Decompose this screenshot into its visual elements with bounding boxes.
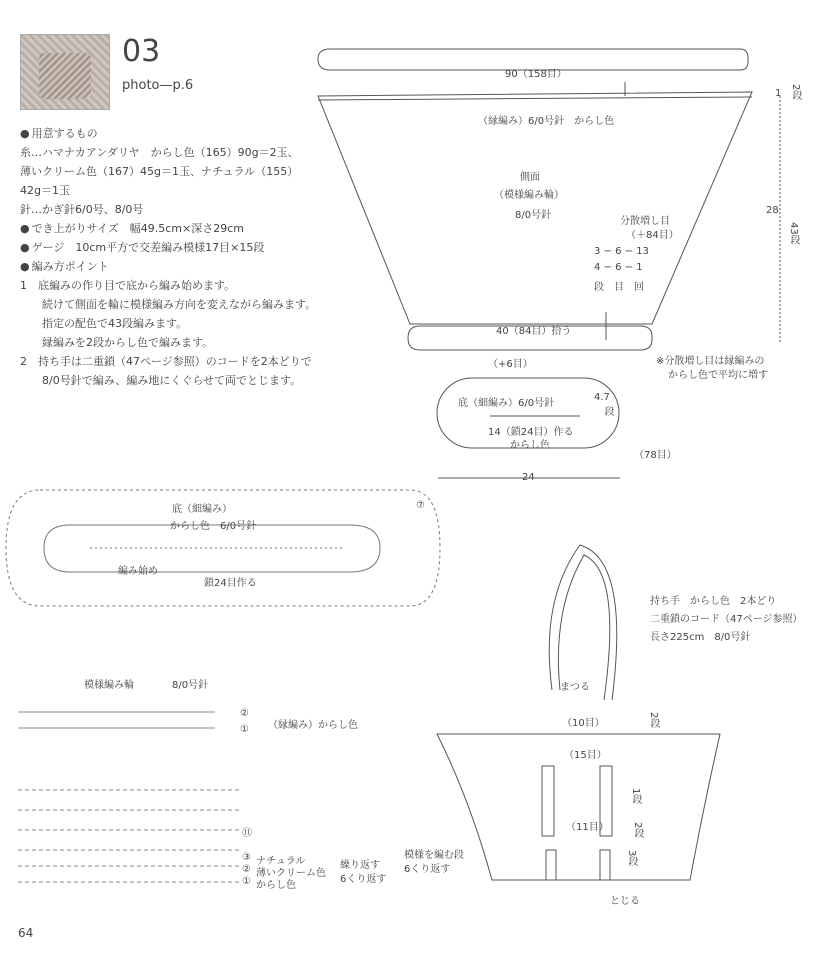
yarn-line-1: 糸…ハマナカアンダリヤ からし色（165）90g＝2玉、 bbox=[20, 146, 299, 159]
point-2a: 2 持ち手は二重鎖（47ページ参照）のコードを2本どりで bbox=[20, 355, 312, 368]
base-color-label: からし色 bbox=[510, 440, 550, 451]
gauge-line: ● ゲージ 10cm平方で交差編み模様17目×15段 bbox=[20, 238, 360, 257]
base-chart-sub: からし色 6/0号針 bbox=[170, 521, 257, 532]
point-1c: 指定の配色で43段編みます。 bbox=[42, 317, 188, 330]
pattern-stitch-chart bbox=[18, 712, 240, 882]
base-chart-start: 編み始め bbox=[118, 566, 158, 577]
size-line: ● でき上がりサイズ 幅49.5cm×深さ29cm bbox=[20, 219, 360, 238]
handle-label-3: 長さ225cm 8/0号針 bbox=[650, 632, 751, 643]
pattern-repeat-note-2: 6くり返す bbox=[404, 864, 451, 875]
base-rows-unit: 段 bbox=[602, 406, 613, 416]
yarn-line-3: 42g＝1玉 bbox=[20, 184, 70, 197]
body-subtitle: （模様編み輪） bbox=[494, 190, 564, 201]
edge-stitch-label: （縁編み）6/0号針 からし色 bbox=[478, 116, 615, 127]
increase-row-1: 3 − 6 − 13 bbox=[594, 246, 649, 257]
point-1b: 続けて側面を輪に模様編み方向を変えながら編みます。 bbox=[42, 298, 317, 311]
needle-line: 針…かぎ針6/0号、8/0号 bbox=[20, 203, 144, 216]
pattern-round-2: ② bbox=[240, 708, 249, 719]
bottom-note-1: ※分散増し目は縁編みの bbox=[656, 356, 765, 367]
increase-label: 分散増し目 bbox=[620, 216, 670, 227]
base-rows-value: 4.7 bbox=[594, 392, 610, 403]
bag-rows-3: 3段 bbox=[626, 850, 637, 867]
pattern-color-2: 薄いクリーム色 bbox=[256, 868, 326, 879]
handle-label-2: 二重鎖のコード（47ページ参照） bbox=[650, 614, 803, 625]
handle-label-1: 持ち手 からし色 2本どり bbox=[650, 596, 777, 607]
pattern-round-1: ① bbox=[240, 724, 249, 735]
bag-rows-2b: 2段 bbox=[632, 822, 643, 839]
base-stitches-label: （78目） bbox=[634, 450, 677, 461]
bag-10-stitches: （10目） bbox=[562, 718, 605, 729]
point-1d: 縁編みを2段からし色で編みます。 bbox=[42, 336, 214, 349]
bag-15-stitches: （15目） bbox=[564, 750, 607, 761]
page-number: 64 bbox=[18, 926, 34, 940]
bag-matsuru: まつる bbox=[560, 682, 590, 693]
pattern-round-1b: ① bbox=[242, 876, 251, 887]
bag-rows-2: 2段 bbox=[648, 712, 659, 729]
materials-heading: ● 用意するもの bbox=[20, 124, 360, 143]
pattern-repeat-1: 繰り返す bbox=[340, 860, 380, 871]
bottom-width-label: 40（84目）拾う bbox=[496, 326, 572, 337]
pattern-round-11: ⑪ bbox=[242, 828, 252, 839]
photo-reference: photo—p.6 bbox=[122, 78, 194, 93]
pattern-repeat-note-1: 模様を編む段 bbox=[404, 850, 464, 861]
point-2b: 8/0号針で編み、編み地にくぐらせて両でとじます。 bbox=[42, 374, 302, 387]
increase-row-3: 段 目 回 bbox=[594, 282, 644, 293]
point-1a: 1 底編みの作り目で底から編み始めます。 bbox=[20, 279, 236, 292]
body-title: 側面 bbox=[520, 172, 540, 183]
pattern-round-2b: ② bbox=[242, 864, 251, 875]
yarn-line-2: 薄いクリーム色（167）45g＝1玉、ナチュラル（155） bbox=[20, 165, 299, 178]
points-heading: ● 編み方ポイント bbox=[20, 257, 360, 276]
bag-11-stitches: （11目） bbox=[566, 822, 609, 833]
increase-row-2: 4 − 6 − 1 bbox=[594, 262, 643, 273]
pattern-needle: 8/0号針 bbox=[172, 680, 209, 691]
base-title: 底（細編み）6/0号針 bbox=[458, 398, 555, 409]
top-rows-unit: 2段 bbox=[790, 84, 801, 101]
top-rows-value: 1 bbox=[775, 88, 782, 99]
base-chart-title: 底（細編み） bbox=[172, 504, 232, 515]
bag-rows-1: 1段 bbox=[630, 788, 641, 805]
bottom-note-2: からし色で平均に増す bbox=[668, 370, 768, 381]
base-width-label: 24 bbox=[522, 472, 535, 483]
project-number: 03 bbox=[122, 34, 161, 69]
base-chain-label: 14（鎖24目）作る bbox=[488, 427, 574, 438]
bottom-ring-label: （+6目） bbox=[488, 359, 533, 370]
height-value: 28 bbox=[766, 205, 779, 216]
pattern-color-1: からし色 bbox=[256, 880, 296, 891]
pattern-repeat-2: 6くり返す bbox=[340, 874, 387, 885]
base-chart-chain: 鎖24目作る bbox=[204, 578, 257, 589]
pattern-edge-note: （縁編み）からし色 bbox=[268, 720, 358, 731]
base-chart-round: ⑦ bbox=[416, 500, 425, 511]
pattern-title: 模様編み輪 bbox=[84, 680, 134, 691]
pattern-color-3: ナチュラル bbox=[256, 856, 306, 867]
pattern-round-3: ③ bbox=[242, 852, 251, 863]
body-needle: 8/0号針 bbox=[515, 210, 552, 221]
increase-sub: （＋84目） bbox=[626, 230, 679, 241]
height-rows: 43段 bbox=[788, 222, 799, 245]
top-width-label: 90（158目） bbox=[505, 69, 567, 80]
bag-tojiru: とじる bbox=[610, 896, 640, 907]
